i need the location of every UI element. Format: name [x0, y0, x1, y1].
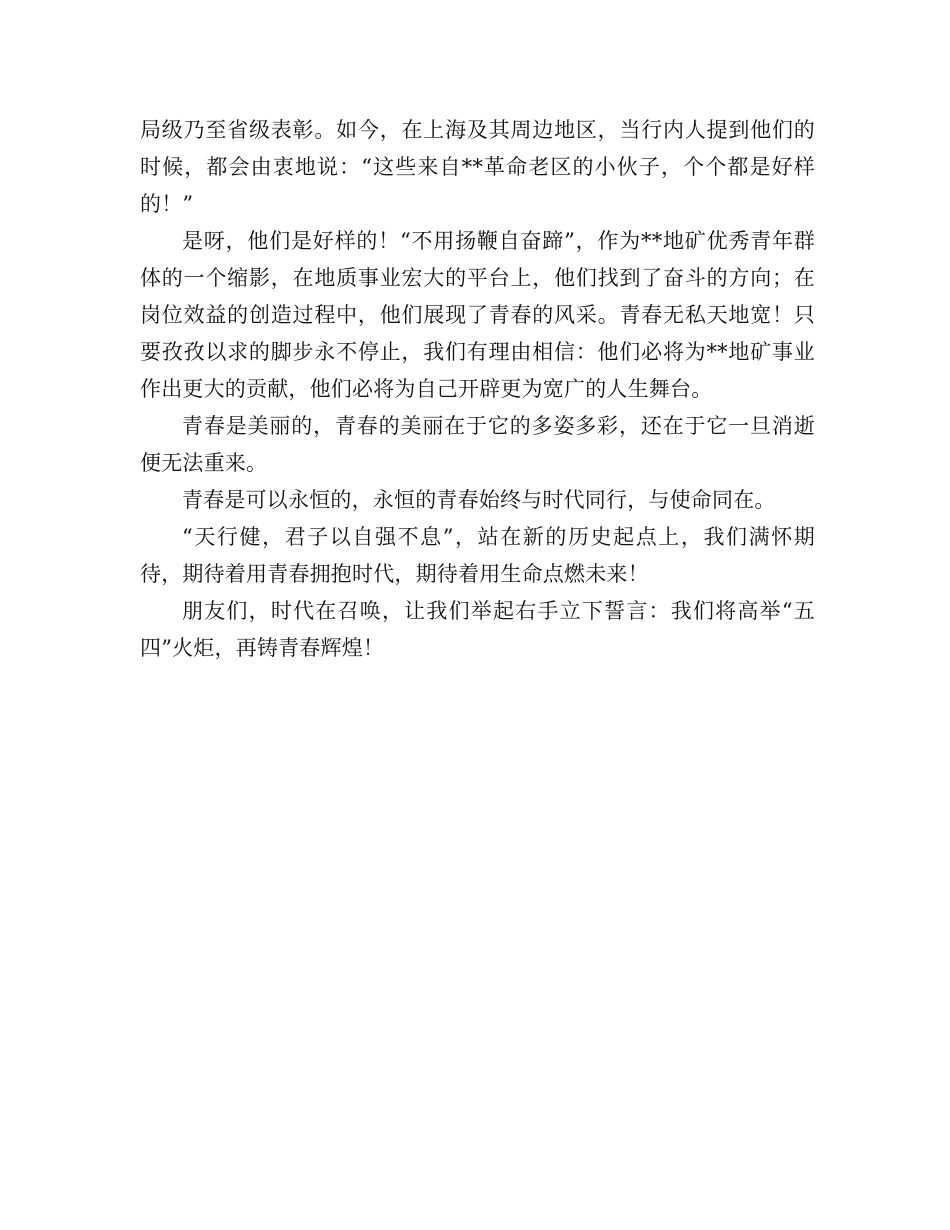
- paragraph: 青春是美丽的，青春的美丽在于它的多姿多彩，还在于它一旦消逝便无法重来。: [140, 414, 815, 475]
- paragraph: 是呀，他们是好样的！“不用扬鞭自奋蹄”，作为**地矿优秀青年群体的一个缩影，在地质事业宏大的平台上，他们找到了奋斗的方向；在岗位效益的创造过程中，他们展现了青春的风采。青春无私天地宽！只要孜孜以求的脚步永不停止，我们有理由相信：他们必将为**地矿事业作出更大的贡献，他们必将为自己开辟更为宽广的人生舞台。: [140, 229, 815, 401]
- document-body: [140, 112, 815, 667]
- paragraph: 朋友们，时代在召唤，让我们举起右手立下誓言：我们将高举“五四”火炬，再铸青春辉煌！: [140, 599, 815, 660]
- paragraph-continuation: 局级乃至省级表彰。如今，在上海及其周边地区，当行内人提到他们的时候，都会由衷地说：“这些来自**革命老区的小伙子，个个都是好样的！”: [140, 118, 815, 216]
- paragraph: “天行健，君子以自强不息”，站在新的历史起点上，我们满怀期待，期待着用青春拥抱时代，期待着用生命点燃未来！: [140, 525, 815, 586]
- paragraph: 青春是可以永恒的，永恒的青春始终与时代同行，与使命同在。: [182, 488, 776, 512]
